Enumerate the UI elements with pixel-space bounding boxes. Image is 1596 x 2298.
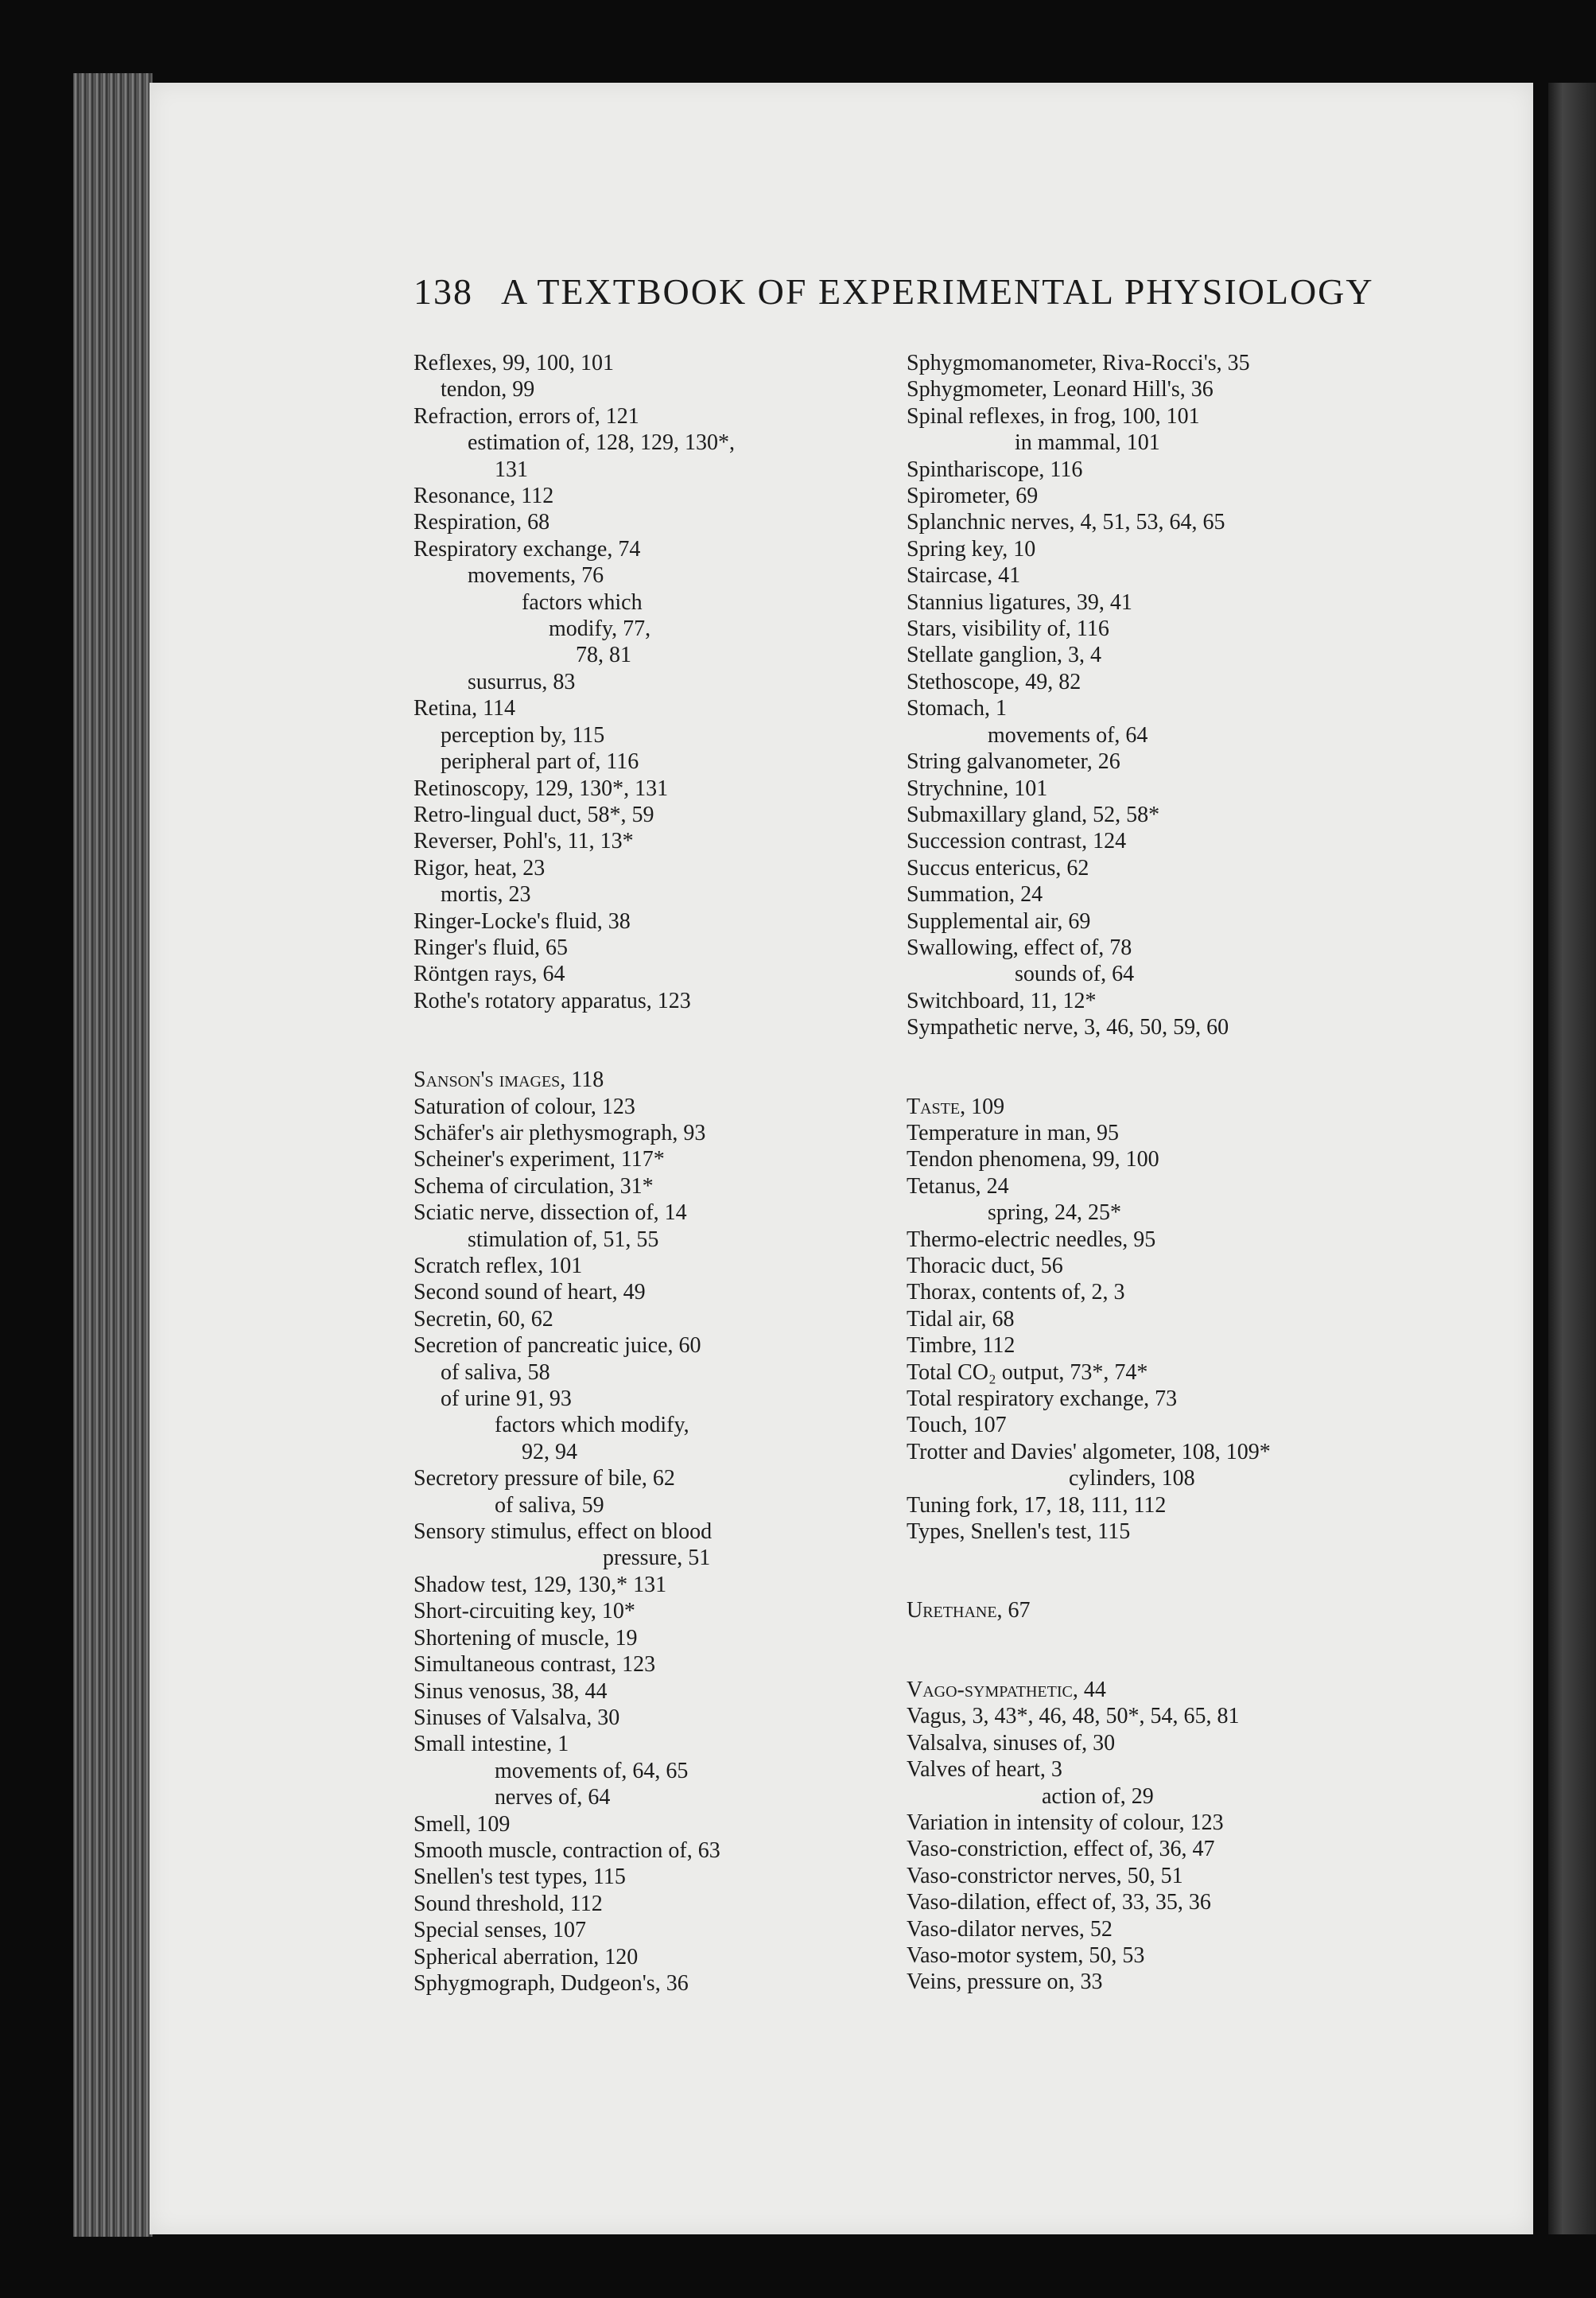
index-entry: Thorax, contents of, 2, 3 — [907, 1280, 1125, 1305]
index-entry: movements of, 64 — [988, 722, 1148, 748]
index-entry: Spinal reflexes, in frog, 100, 101 — [907, 403, 1200, 429]
index-entry: Swallowing, effect of, 78 — [907, 935, 1132, 960]
index-entry: Variation in intensity of colour, 123 — [907, 1810, 1224, 1835]
index-entry: estimation of, 128, 129, 130*, — [468, 430, 735, 456]
index-entry: Spirometer, 69 — [907, 484, 1039, 509]
index-entry: Simultaneous contrast, 123 — [414, 1652, 656, 1678]
index-entry: 92, 94 — [522, 1439, 577, 1464]
index-entry: movements, 76 — [468, 563, 604, 589]
index-entry: Secretin, 60, 62 — [414, 1306, 553, 1332]
index-entry: Staircase, 41 — [907, 563, 1021, 589]
index-entry: Thermo-electric needles, 95 — [907, 1227, 1156, 1252]
index-entry: perception by, 115 — [441, 722, 605, 748]
index-entry: Valves of heart, 3 — [907, 1757, 1062, 1783]
index-entry: Vaso-constriction, effect of, 36, 47 — [907, 1837, 1215, 1862]
index-entry: Spring key, 10 — [907, 536, 1036, 562]
index-entry: Second sound of heart, 49 — [414, 1280, 646, 1305]
index-entry: Tendon phenomena, 99, 100 — [907, 1147, 1159, 1172]
index-entry: Respiratory exchange, 74 — [414, 536, 641, 562]
index-entry: Temperature in man, 95 — [907, 1120, 1120, 1145]
index-entry: Succession contrast, 124 — [907, 829, 1127, 854]
index-entry: Röntgen rays, 64 — [414, 962, 565, 987]
index-entry: Sphygmograph, Dudgeon's, 36 — [414, 1970, 689, 1996]
index-entry: of saliva, 58 — [441, 1359, 550, 1385]
index-entry: Saturation of colour, 123 — [414, 1094, 635, 1119]
index-entry: Retina, 114 — [414, 696, 516, 721]
index-entry: Rothe's rotatory apparatus, 123 — [414, 988, 691, 1013]
index-entry: Schema of circulation, 31* — [414, 1173, 654, 1199]
index-entry: stimulation of, 51, 55 — [468, 1227, 659, 1252]
index-entry: Scheiner's experiment, 117* — [414, 1147, 665, 1172]
index-entry: Ringer's fluid, 65 — [414, 935, 569, 960]
index-entry: Summation, 24 — [907, 882, 1043, 908]
book-right-edge — [1548, 83, 1596, 2234]
index-entry: Retinoscopy, 129, 130*, 131 — [414, 776, 669, 801]
index-entry: Snellen's test types, 115 — [414, 1864, 626, 1890]
index-entry: Reflexes, 99, 100, 101 — [414, 351, 614, 375]
index-entry: pressure, 51 — [603, 1546, 711, 1571]
index-entry: Retro-lingual duct, 58*, 59 — [414, 802, 654, 827]
index-entry: Respiration, 68 — [414, 510, 550, 535]
index-entry: 78, 81 — [576, 643, 631, 668]
index-entry: Refraction, errors of, 121 — [414, 403, 639, 429]
index-entry: Stannius ligatures, 39, 41 — [907, 589, 1132, 615]
index-column-right — [907, 350, 1400, 1996]
index-entry: Vaso-dilator nerves, 52 — [907, 1916, 1113, 1942]
index-entry: modify, 77, — [549, 616, 651, 642]
index-entry: mortis, 23 — [441, 882, 531, 908]
book-page-edge — [73, 73, 153, 2237]
index-entry: Sanson's images, 118 — [414, 1067, 604, 1093]
index-entry: nerves of, 64 — [495, 1785, 611, 1810]
index-entry: of urine 91, 93 — [441, 1386, 572, 1412]
index-entry: cylinders, 108 — [1069, 1466, 1195, 1491]
index-entry: Sympathetic nerve, 3, 46, 50, 59, 60 — [907, 1015, 1229, 1040]
index-entry: Sensory stimulus, effect on blood — [414, 1519, 713, 1545]
index-entry: Sound threshold, 112 — [414, 1891, 603, 1916]
index-entry: Splanchnic nerves, 4, 51, 53, 64, 65 — [907, 510, 1225, 535]
index-entry: Total CO₂ output, 73*, 74* — [907, 1359, 1148, 1385]
page-number: 138 — [414, 271, 473, 312]
index-entry: Spinthariscope, 116 — [907, 457, 1083, 482]
index-entry: Tidal air, 68 — [907, 1306, 1015, 1332]
index-entry: Stomach, 1 — [907, 696, 1007, 721]
section-gap — [907, 1545, 1400, 1597]
index-entry: Trotter and Davies' algometer, 108, 109* — [907, 1439, 1271, 1464]
index-entry: Shadow test, 129, 130,* 131 — [414, 1572, 667, 1597]
index-entry: Resonance, 112 — [414, 484, 554, 509]
index-entry: Smooth muscle, contraction of, 63 — [414, 1837, 720, 1863]
index-entry: Switchboard, 11, 12* — [907, 988, 1097, 1013]
index-entry: Shortening of muscle, 19 — [414, 1625, 638, 1651]
index-entry: susurrus, 83 — [468, 669, 576, 694]
index-entry: Total respiratory exchange, 73 — [907, 1386, 1178, 1412]
index-entry: Stars, visibility of, 116 — [907, 616, 1109, 642]
section-gap — [907, 1624, 1400, 1677]
index-entry: Secretion of pancreatic juice, 60 — [414, 1333, 701, 1359]
index-column-left — [414, 350, 891, 1997]
index-entry: Ringer-Locke's fluid, 38 — [414, 908, 631, 934]
index-entry: Sphygmometer, Leonard Hill's, 36 — [907, 377, 1214, 402]
index-entry: Sinus venosus, 38, 44 — [414, 1678, 608, 1704]
index-entry: Stethoscope, 49, 82 — [907, 669, 1081, 694]
index-entry: Succus entericus, 62 — [907, 855, 1089, 881]
index-entry: Types, Snellen's test, 115 — [907, 1519, 1131, 1545]
index-entry: spring, 24, 25* — [988, 1200, 1121, 1226]
book-title: A TEXTBOOK OF EXPERIMENTAL PHYSIOLOGY — [500, 271, 1374, 312]
index-entry: of saliva, 59 — [495, 1492, 604, 1518]
index-entry: Small intestine, 1 — [414, 1732, 569, 1757]
index-entry: movements of, 64, 65 — [495, 1758, 689, 1783]
index-entry: Spherical aberration, 120 — [414, 1944, 639, 1969]
index-entry: action of, 29 — [1042, 1783, 1154, 1809]
index-entry: Vagus, 3, 43*, 46, 48, 50*, 54, 65, 81 — [907, 1704, 1240, 1729]
index-entry: Sinuses of Valsalva, 30 — [414, 1705, 620, 1730]
index-entry: String galvanometer, 26 — [907, 749, 1120, 775]
index-entry: Veins, pressure on, 33 — [907, 1969, 1103, 1995]
index-entry: Schäfer's air plethysmograph, 93 — [414, 1120, 706, 1145]
index-entry: Vago-sympathetic, 44 — [907, 1677, 1106, 1702]
index-entry: Tuning fork, 17, 18, 111, 112 — [907, 1492, 1167, 1518]
index-entry: Vaso-motor system, 50, 53 — [907, 1942, 1145, 1968]
index-entry: Timbre, 112 — [907, 1333, 1015, 1359]
index-entry: Stellate ganglion, 3, 4 — [907, 643, 1101, 668]
index-entry: Rigor, heat, 23 — [414, 855, 546, 881]
index-entry: Urethane, 67 — [907, 1598, 1031, 1623]
index-entry: Strychnine, 101 — [907, 776, 1048, 801]
section-gap — [907, 1041, 1400, 1094]
index-entry: Scratch reflex, 101 — [414, 1254, 583, 1278]
index-entry: peripheral part of, 116 — [441, 749, 639, 775]
index-entry: tendon, 99 — [441, 377, 535, 402]
index-entry: Smell, 109 — [414, 1811, 511, 1837]
index-entry: Short-circuiting key, 10* — [414, 1599, 635, 1624]
index-entry: 131 — [495, 457, 528, 482]
index-entry: Secretory pressure of bile, 62 — [414, 1466, 675, 1491]
index-entry: Touch, 107 — [907, 1413, 1007, 1438]
index-entry: sounds of, 64 — [1015, 962, 1135, 987]
index-entry: Tetanus, 24 — [907, 1173, 1009, 1199]
index-entry: Supplemental air, 69 — [907, 908, 1091, 934]
index-entry: Submaxillary gland, 52, 58* — [907, 802, 1160, 827]
index-entry: Reverser, Pohl's, 11, 13* — [414, 829, 634, 854]
section-gap — [414, 1014, 891, 1067]
index-entry: Taste, 109 — [907, 1094, 1005, 1119]
index-entry: Sciatic nerve, dissection of, 14 — [414, 1200, 687, 1226]
index-entry: Thoracic duct, 56 — [907, 1254, 1063, 1278]
running-header — [414, 270, 1374, 313]
index-entry: factors which modify, — [495, 1413, 689, 1438]
index-entry: factors which — [522, 589, 643, 615]
index-entry: Vaso-dilation, effect of, 33, 35, 36 — [907, 1890, 1211, 1915]
index-entry: Special senses, 107 — [414, 1918, 586, 1943]
index-entry: Vaso-constrictor nerves, 50, 51 — [907, 1863, 1183, 1888]
index-entry: Valsalva, sinuses of, 30 — [907, 1730, 1116, 1756]
index-entry: in mammal, 101 — [1015, 430, 1160, 456]
index-entry: Sphygmomanometer, Riva-Rocci's, 35 — [907, 351, 1250, 375]
